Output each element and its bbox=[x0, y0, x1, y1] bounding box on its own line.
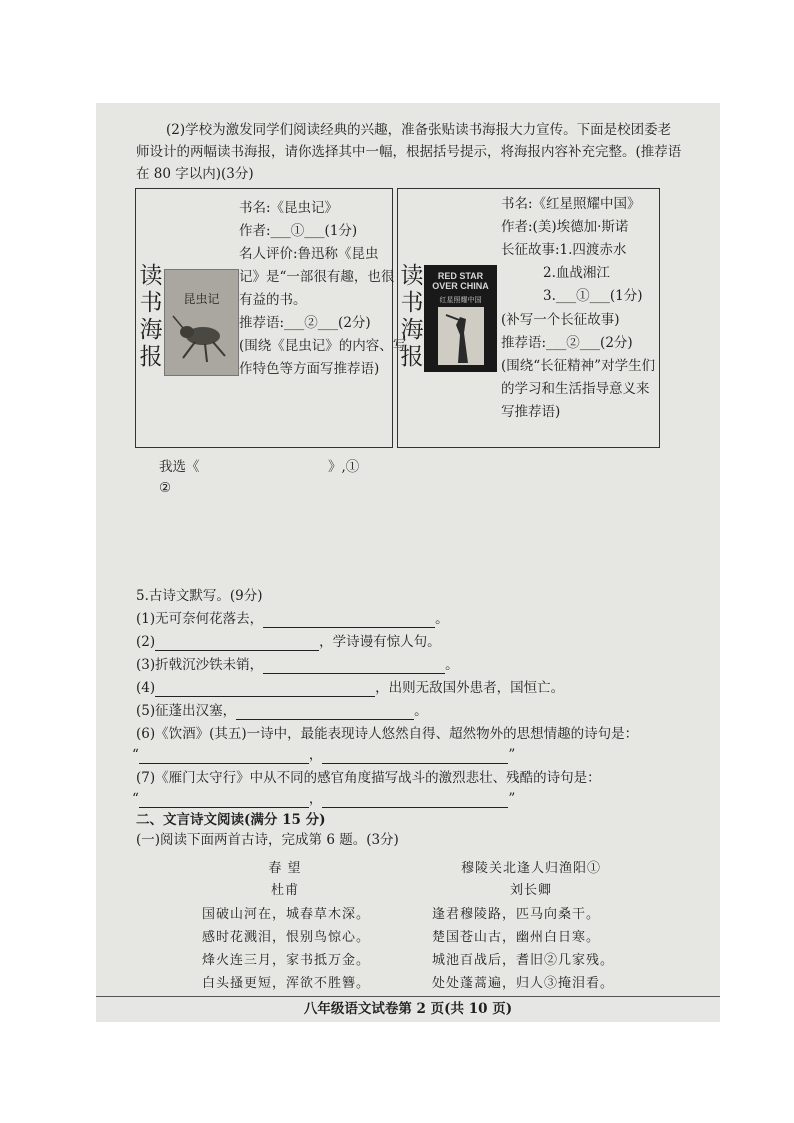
poem2-title: 穆陵关北逢人归渔阳① bbox=[460, 861, 601, 876]
q5-item-4: (4) ，出则无敌国外患者，国恒亡。 bbox=[136, 680, 565, 696]
poster1-line-2: 作者:___①___(1分) bbox=[239, 223, 358, 239]
poster1-line-8: 作特色等方面写推荐语) bbox=[239, 361, 380, 377]
poster1-line-6: 推荐语:___②___(2分) bbox=[239, 315, 371, 331]
footer-rule bbox=[96, 996, 720, 997]
trumpeter-illustration-icon bbox=[424, 265, 497, 372]
cover-title-cn: 红星照耀中国 bbox=[439, 296, 482, 304]
answer-blank[interactable] bbox=[139, 749, 309, 764]
poem-line: 城池百战后，耆旧②几家残。 bbox=[432, 953, 615, 968]
poem-line: 国破山河在，城春草木深。 bbox=[202, 907, 371, 922]
q5-item-6-answer: “ ， ” bbox=[132, 747, 516, 763]
answer-choice-prefix: 我选《 bbox=[159, 459, 200, 475]
answer-blank[interactable] bbox=[155, 636, 319, 651]
poem-line: 烽火连三月，家书抵万金。 bbox=[202, 953, 371, 968]
answer-blank[interactable] bbox=[322, 793, 508, 808]
poster2-line-5: 3.___①___(1分) bbox=[543, 288, 643, 304]
poster1-side-title: 读书海报 bbox=[139, 263, 163, 370]
poem1-title: 春 望 bbox=[268, 861, 302, 876]
answer-blank[interactable] bbox=[155, 682, 375, 697]
poster-hongxing bbox=[397, 188, 660, 448]
poster1-line-5: 有益的书。 bbox=[239, 292, 307, 308]
q5-item-6: (6)《饮酒》(其五)一诗中，最能表现诗人悠然自得、超然物外的思想情趣的诗句是： bbox=[136, 726, 639, 742]
hongxing-book-cover bbox=[424, 265, 497, 372]
poem-line: 逢君穆陵路，匹马向桑干。 bbox=[432, 907, 601, 922]
cover-title: 昆虫记 bbox=[183, 292, 220, 306]
poem-line: 感时花溅泪，恨别鸟惊心。 bbox=[202, 930, 371, 945]
poem2-body bbox=[432, 903, 614, 995]
poem1-body bbox=[202, 903, 370, 995]
poster1-line-3: 名人评价:鲁迅称《昆虫 bbox=[239, 246, 379, 262]
poem-line: 处处蓬蒿遍，归人③掩泪看。 bbox=[432, 976, 615, 991]
exam-page bbox=[96, 103, 720, 1022]
poster1-line-1: 书名:《昆虫记》 bbox=[239, 200, 339, 216]
q5-title: 5.古诗文默写。(9分) bbox=[136, 588, 263, 604]
kunchongji-book-cover bbox=[164, 269, 239, 376]
poster2-line-10: 写推荐语) bbox=[501, 404, 561, 420]
q5-item-1: (1)无可奈何花落去， 。 bbox=[136, 611, 449, 627]
q4-intro-line-3: 在 80 字以内)(3分) bbox=[136, 166, 254, 182]
section2-subtitle: (一)阅读下面两首古诗，完成第 6 题。(3分) bbox=[136, 832, 399, 848]
q5-item-3: (3)折戟沉沙铁未销， 。 bbox=[136, 657, 459, 673]
q5-item-7-answer: “ ， ” bbox=[132, 791, 516, 807]
poster2-line-6: (补写一个长征故事) bbox=[501, 312, 620, 328]
answer-blank[interactable] bbox=[322, 749, 508, 764]
poem2-author: 刘长卿 bbox=[509, 883, 552, 898]
poster-kunchongji bbox=[135, 188, 407, 448]
answer-blank[interactable] bbox=[236, 705, 414, 720]
poster2-line-3: 长征故事:1.四渡赤水 bbox=[501, 242, 627, 258]
poster2-line-2: 作者:(美)埃德加·斯诺 bbox=[501, 219, 629, 235]
insect-illustration-icon bbox=[165, 270, 238, 375]
poster2-line-4: 2.血战湘江 bbox=[543, 265, 610, 281]
answer-blank[interactable] bbox=[263, 613, 435, 628]
q4-intro-line-1: (2)学校为激发同学们阅读经典的兴趣，准备张贴读书海报大力宣传。下面是校团委老 bbox=[166, 122, 672, 138]
poster2-line-9: 的学习和生活指导意义来 bbox=[501, 381, 650, 397]
q4-intro-line-2: 师设计的两幅读书海报，请你选择其中一幅，根据括号提示，将海报内容补充完整。(推荐语 bbox=[136, 144, 682, 160]
section2-title: 二、文言诗文阅读(满分 15 分) bbox=[136, 812, 326, 828]
poster2-line-8: (围绕“长征精神”对学生们 bbox=[501, 358, 656, 374]
poster2-line-1: 书名:《红星照耀中国》 bbox=[501, 196, 641, 212]
cover-title-en: RED STAR OVER CHINA bbox=[432, 271, 489, 291]
answer-blank[interactable] bbox=[139, 793, 309, 808]
q5-item-2: (2) ，学诗谩有惊人句。 bbox=[136, 634, 441, 650]
poem-line: 楚国苍山古，幽州白日寒。 bbox=[432, 930, 601, 945]
poster1-line-7: (围绕《昆虫记》的内容、写 bbox=[239, 338, 407, 354]
poem1-author: 杜甫 bbox=[270, 883, 299, 898]
poem-line: 白头搔更短，浑欲不胜簪。 bbox=[202, 976, 371, 991]
poster1-line-4: 记》是“一部很有趣，也很 bbox=[239, 269, 395, 285]
answer-choice-suffix: 》,① bbox=[328, 459, 360, 475]
q5-item-5: (5)征蓬出汉塞， 。 bbox=[136, 703, 428, 719]
poster2-side-title: 读书海报 bbox=[400, 263, 424, 370]
q5-item-7: (7)《雁门太守行》中从不同的感官角度描写战斗的激烈悲壮、残酷的诗句是： bbox=[136, 770, 601, 786]
page-footer: 八年级语文试卷第 2 页(共 10 页) bbox=[303, 1001, 513, 1017]
answer-recommend-marker: ② bbox=[159, 480, 172, 496]
poster2-line-7: 推荐语:___②___(2分) bbox=[501, 335, 633, 351]
answer-blank[interactable] bbox=[263, 659, 445, 674]
